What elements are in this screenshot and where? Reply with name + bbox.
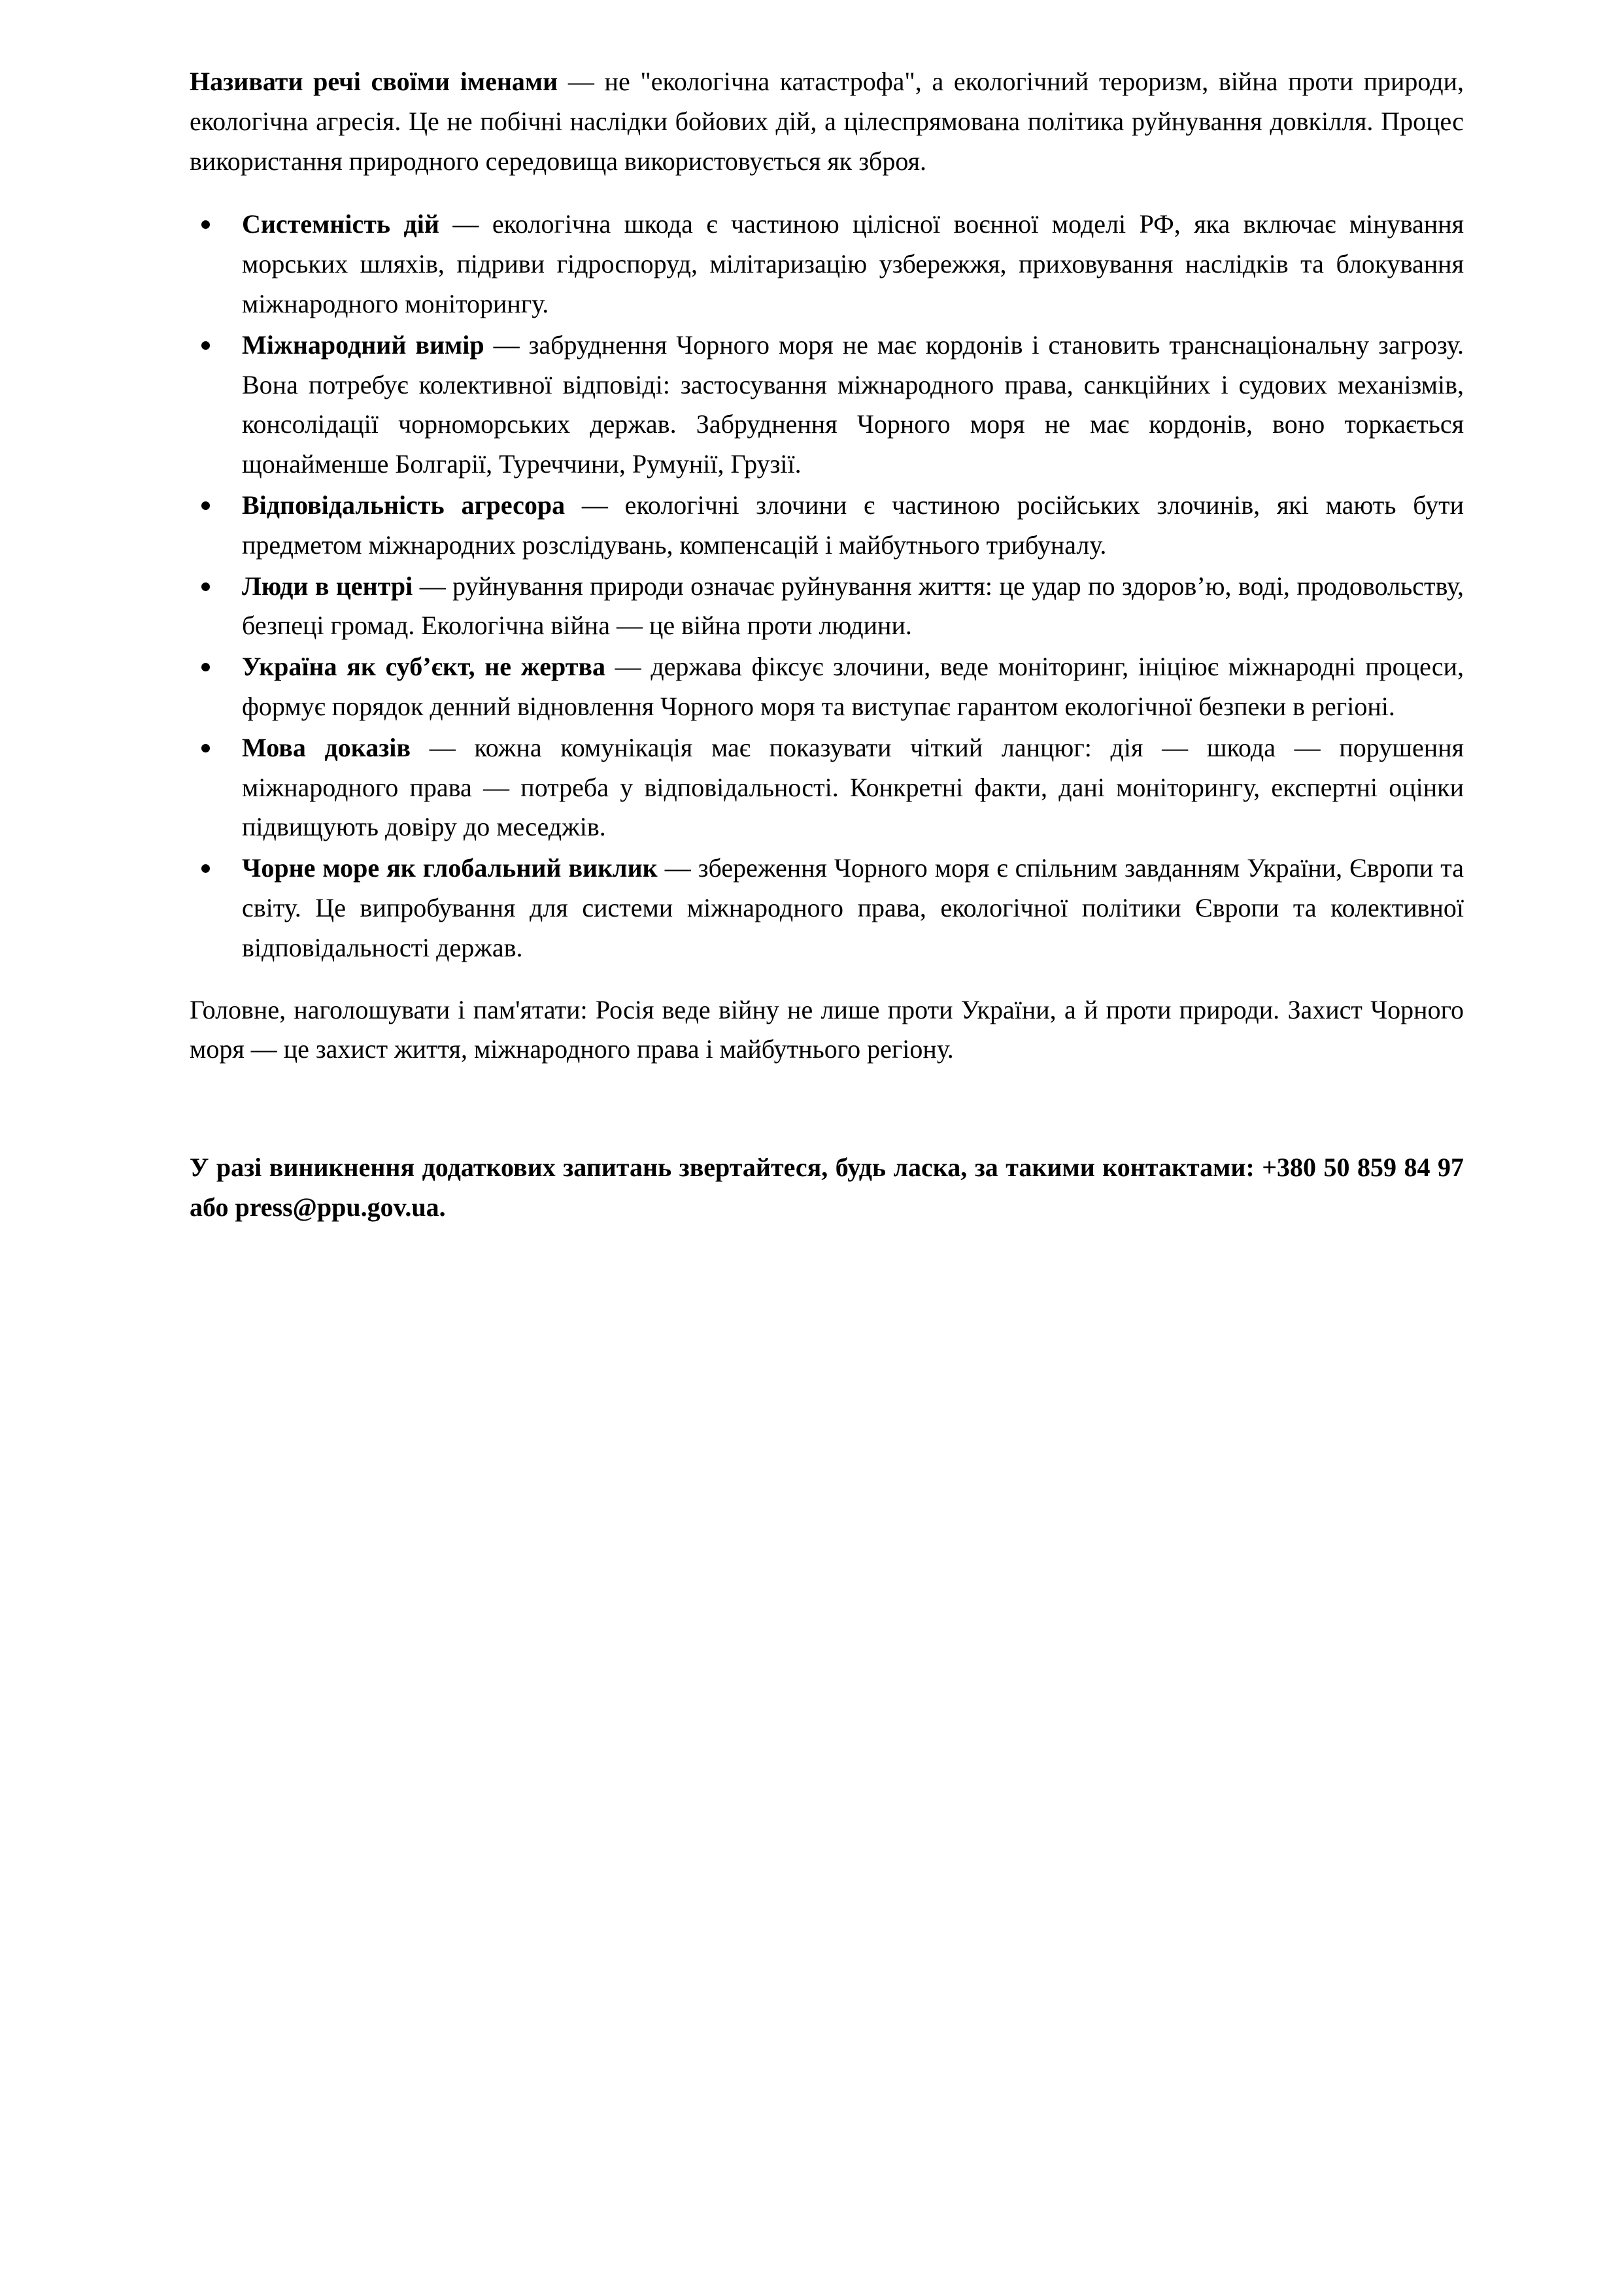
list-item-lead: Системність дій <box>242 209 439 239</box>
intro-lead-text: Називати речі своїми іменами <box>190 67 558 96</box>
page-bottom-spacer <box>190 1254 1464 1255</box>
list-item-lead: Люди в центрі <box>242 571 413 601</box>
list-item-body: — екологічна шкода є частиною цілісної воєнної моделі РФ, яка включає мінування морських шляхів, підриви гідроспоруд, мілітаризацію узбережжя, приховування наслідків та блокування міжнародного моніторингу. <box>242 209 1464 318</box>
intro-body-text: — не "екологічна катастрофа", а екологічний тероризм, війна проти природи, екологічна агресія. Це не побічні наслідки бойових дій, а цілеспрямована політика руйнування довкілля. Процес використання природного середовища використовується як зброя. <box>190 67 1464 176</box>
list-item <box>190 728 1464 847</box>
list-item-body: — забруднення Чорного моря не має кордонів і становить транснаціональну загрозу. Вона потребує колективної відповіді: застосування міжнародного права, санкційних і судових механізмів, консолідації чорноморських держав. Забруднення Чорного моря не має кордонів, воно торкається щонайменше Болгарії, Туреччини, Румунії, Грузії. <box>242 329 1464 479</box>
contacts-paragraph: У разі виникнення додаткових запитань звертайтеся, будь ласка, за такими контактами: +380 50 859 84 97 або press@ppu.gov.ua. <box>190 1153 1464 1222</box>
closing-paragraph: Головне, наголошувати і пам'ятати: Росія веде війну не лише проти України, а й проти природи. Захист Чорного моря — це захист життя, міжнародного права і майбутнього регіону. <box>190 994 1464 1064</box>
list-item-lead: Відповідальність агресора <box>242 490 566 520</box>
intro-paragraph <box>190 62 1464 181</box>
list-item <box>190 567 1464 647</box>
list-item-lead: Мова доказів <box>242 732 411 762</box>
key-messages-list <box>190 205 1464 968</box>
list-item-body: — екологічні злочини є частиною російських злочинів, які мають бути предметом міжнародних розслідувань, компенсацій і майбутнього трибуналу. <box>242 490 1464 560</box>
list-item <box>190 486 1464 565</box>
list-item <box>190 849 1464 968</box>
list-item <box>190 647 1464 727</box>
list-item-body: — збереження Чорного моря є спільним завданням України, Європи та світу. Це випробування для системи міжнародного права, екологічної політики Європи та колективної відповідальності держав. <box>242 853 1464 962</box>
list-item <box>190 326 1464 484</box>
list-item-body: — держава фіксує злочини, веде моніторинг, ініціює міжнародні процеси, формує порядок денний відновлення Чорного моря та виступає гарантом екологічної безпеки в регіоні. <box>242 652 1464 721</box>
list-item-body: — кожна комунікація має показувати чіткий ланцюг: дія — шкода — порушення міжнародного права — потреба у відповідальності. Конкретні факти, дані моніторингу, експертні оцінки підвищують довіру до меседжів. <box>242 732 1464 842</box>
list-item-body: — руйнування природи означає руйнування життя: це удар по здоров’ю, воді, продовольству, безпеці громад. Екологічна війна — це війна проти людини. <box>242 571 1464 641</box>
list-item-lead: Україна як суб’єкт, не жертва <box>242 652 605 682</box>
list-item-lead: Чорне море як глобальний виклик <box>242 853 658 883</box>
list-item-lead: Міжнародний вимір <box>242 329 484 360</box>
list-item <box>190 205 1464 324</box>
